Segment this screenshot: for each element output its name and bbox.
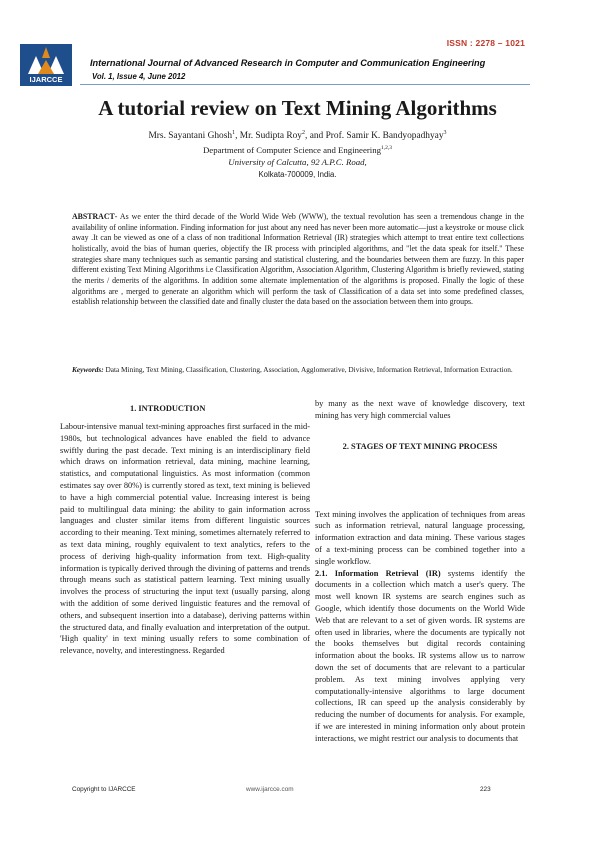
- continuation-paragraph: by many as the next wave of knowledge discovery, text mining has very high commercial values: [315, 399, 525, 420]
- author-line: [0, 130, 595, 141]
- department-affiliation-mark: 1,2,3: [381, 145, 393, 152]
- author-affiliation-mark: 2: [302, 130, 305, 136]
- right-column: [315, 398, 525, 745]
- author-name: Mrs. Sayantani Ghosh: [148, 131, 233, 142]
- keywords-text: Data Mining, Text Mining, Classification, Clustering, Association, Agglomerative, Divisive, Information Retrieval, Information Extraction.: [103, 365, 513, 374]
- ijarcce-logo: [20, 44, 72, 86]
- logo-text: IJARCCE: [29, 75, 63, 84]
- ir-subheading: 2.1. Information Retrieval (IR): [315, 568, 441, 578]
- city-line: Kolkata-700009, India.: [258, 170, 337, 179]
- keywords-label: Keywords:: [72, 365, 104, 374]
- author-name: , and Prof. Samir K. Bandyopadhyay: [305, 131, 444, 142]
- paper-title: A tutorial review on Text Mining Algorithms: [98, 96, 497, 120]
- university-line: University of Calcutta, 92 A.P.C. Road,: [228, 157, 367, 167]
- section-heading-introduction: 1. INTRODUCTION: [130, 404, 206, 413]
- author-affiliation-mark: 3: [443, 130, 447, 136]
- abstract: [72, 212, 524, 308]
- section-heading-stages: 2. STAGES OF TEXT MINING PROCESS: [342, 441, 498, 451]
- author-affiliation-mark: 1: [232, 130, 236, 136]
- ir-paragraph: [315, 568, 525, 745]
- journal-volume: Vol. 1, Issue 4, June 2012: [92, 72, 186, 81]
- footer-copyright: Copyright to IJARCCE: [72, 786, 136, 793]
- author-name: , Mr. Sudipta Roy: [235, 131, 302, 142]
- introduction-paragraph: Labour-intensive manual text-mining approaches first surfaced in the mid-1980s, but technological advances have enabled the field to advance swiftly during the past decade. Text mining is an interdisciplinary field which draws on information retrieval, data mining, machine learning, statistics, and computational linguistics. As most information (common estimates say over 80%) is currently stored as text, text mining is believed to have a high commercial potential value. Increasing interest is being paid to multilingual data mining: the ability to gain information across languages and cluster similar items from different linguistic sources according to their meaning. Text mining, sometimes alternately referred to as text data mining, roughly equivalent to text analytics, refers to the process of deriving high-quality information from text. High-quality information is typically derived through the divining of patterns and trends through means such as statistical pattern learning. Text mining usually involves the process of structuring the input text (usually parsing, along with the addition of some derived linguistic features and the removal of others, and subsequent insertion into a database), deriving patterns within the structured data, and finally evaluation and interpretation of the output. 'High quality' in text mining usually refers to some combination of relevance, novelty, and interestingness. Regarded: [60, 422, 310, 656]
- header-divider: [80, 84, 530, 85]
- footer-url[interactable]: www.ijarcce.com: [246, 786, 294, 793]
- department-line: [0, 145, 595, 155]
- abstract-text: - As we enter the third decade of the World Wide Web (WWW), the textual revolution has seen a tremendous change in the availability of online information. Finding information for just about any need has never been more automatic—just a keystroke or mouse click away .It can be viewed as one of a class of non traditional Information Retrieval (IR) strategies which attempt to treat entire text collections holistically, avoid the bias of human queries, objectify the IR process with principled algorithms, and "let the data speak for itself." These strategies share many techniques such as semantic parsing and statistical clustering, and the boundaries between them are fuzzy. In this paper different existing Text Mining Algorithms i.e Classification Algorithm, Association Algorithm, Clustering Algorithm is briefly reviewed, stating the merits / demerits of the algorithms. In addition some alternate implementation of the algorithms is proposed. Finally the logic of these algorithms are , merged to generate an algorithm which will perform the task of Classification of a data set into some predefined classes, establish relationship between the classified date and finally cluster the data based on the association between them into groups.: [72, 212, 524, 307]
- page-number: 223: [480, 786, 491, 793]
- left-column: [60, 398, 310, 657]
- department-name: Department of Computer Science and Engineering: [202, 145, 382, 155]
- keywords: [72, 365, 524, 375]
- stages-paragraph: Text mining involves the application of techniques from areas such as information retrieval, natural language processing, information extraction and data mining. These various stages of a text-mining process can be combined together into a single workflow.: [315, 509, 525, 566]
- journal-name: International Journal of Advanced Research in Computer and Communication Engineering: [90, 58, 486, 68]
- ir-text: systems identify the documents in a collection which match a user's query. The most well known IR systems are search engines such as Google, which identify those documents on the World Wide Web that are relevant to a set of given words. IR systems are often used in libraries, where the documents are typically not the books themselves but digital records containing information about the books. IR systems allow us to narrow down the set of documents that are relevant to a particular problem. As text mining involves applying very computationally-intensive algorithms to large document collections, IR can speed up the analysis considerably by reducing the number of documents for analysis. For example, if we are interested in mining information only about protein interactions, we might restrict our analysis to documents that: [315, 568, 525, 743]
- issn-number: ISSN : 2278 – 1021: [446, 38, 525, 48]
- abstract-label: ABSTRACT: [72, 212, 115, 221]
